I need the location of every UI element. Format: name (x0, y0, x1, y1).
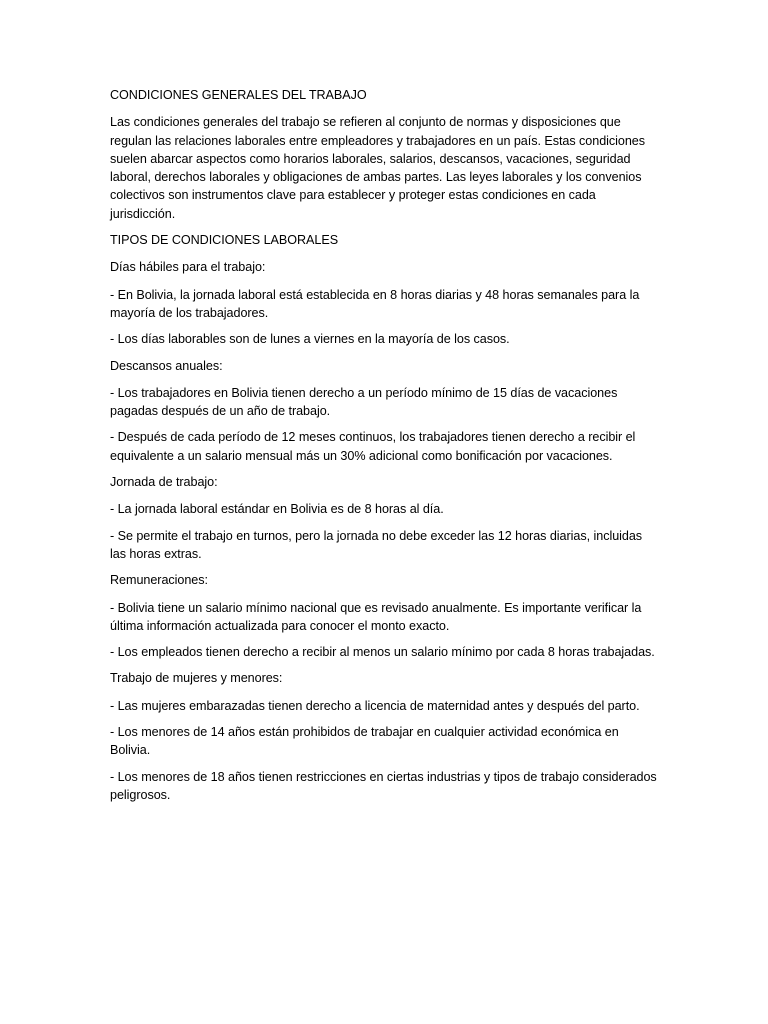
list-item: - Las mujeres embarazadas tienen derecho a licencia de maternidad antes y después del parto. (110, 698, 640, 713)
list-item: - Los menores de 14 años están prohibidos de trabajar en cualquier actividad económica en Bolivia. (110, 725, 619, 758)
section-heading: Jornada de trabajo: (110, 475, 218, 490)
list-item: - Los empleados tienen derecho a recibir al menos un salario mínimo por cada 8 horas trabajadas. (110, 645, 655, 660)
intro-paragraph: Las condiciones generales del trabajo se refieren al conjunto de normas y disposiciones que regulan las relaciones laborales entre empleadores y trabajadores en un país. Estas condiciones suelen abarcar aspectos como horarios laborales, salarios, descansos, vacaciones, seguridad laboral, derechos laborales y obligaciones de ambas partes. Las leyes laborales y los convenios colectivos son instrumentos clave para establecer y proteger estas condiciones en cada jurisdicción. (110, 115, 646, 221)
section-dias-habiles (110, 258, 658, 348)
section-heading: Descansos anuales: (110, 358, 223, 373)
section-remuneraciones (110, 571, 658, 661)
section-descansos-anuales (110, 357, 658, 465)
list-item: - Los menores de 18 años tienen restricciones en ciertas industrias y tipos de trabajo considerados peligrosos. (110, 769, 657, 802)
section-heading: Trabajo de mujeres y menores: (110, 671, 283, 686)
list-item: - Bolivia tiene un salario mínimo nacional que es revisado anualmente. Es importante verificar la última información actualizada para conocer el monto exacto. (110, 600, 642, 633)
document-title: CONDICIONES GENERALES DEL TRABAJO (110, 88, 367, 102)
list-item: - Los días laborables son de lunes a viernes en la mayoría de los casos. (110, 332, 510, 347)
list-item: - Se permite el trabajo en turnos, pero la jornada no debe exceder las 12 horas diarias, incluidas las horas extras. (110, 528, 643, 561)
section-mujeres-menores (110, 669, 658, 804)
list-item: - La jornada laboral estándar en Bolivia es de 8 horas al día. (110, 502, 444, 517)
section-jornada-trabajo (110, 473, 658, 563)
document-page (110, 86, 658, 812)
section-title: TIPOS DE CONDICIONES LABORALES (110, 233, 339, 248)
list-item: - Los trabajadores en Bolivia tienen derecho a un período mínimo de 15 días de vacaciones pagadas después de un año de trabajo. (110, 385, 618, 419)
section-heading: Remuneraciones: (110, 573, 208, 588)
list-item: - En Bolivia, la jornada laboral está establecida en 8 horas diarias y 48 horas semanales para la mayoría de los trabajadores. (110, 287, 640, 320)
section-heading: Días hábiles para el trabajo: (110, 260, 266, 275)
list-item: - Después de cada período de 12 meses continuos, los trabajadores tienen derecho a recibir el equivalente a un salario mensual más un 30% adicional como bonificación por vacaciones. (110, 430, 636, 463)
